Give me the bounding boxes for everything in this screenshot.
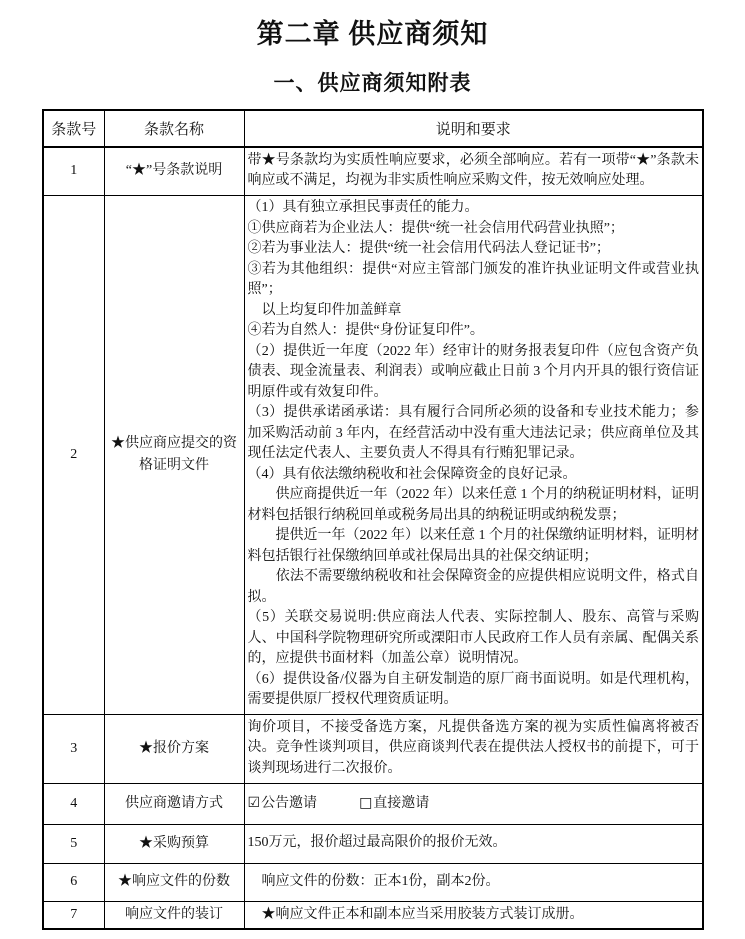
table-row xyxy=(43,783,703,824)
header-clause-name: 条款名称 xyxy=(104,110,244,147)
invitation-option xyxy=(359,796,429,811)
clause-name: “★”号条款说明 xyxy=(104,147,244,195)
clause-name: ★响应文件的份数 xyxy=(104,863,244,901)
clause-name: ★供应商应提交的资格证明文件 xyxy=(104,195,244,714)
clause-description xyxy=(244,824,703,863)
option-label: 直接邀请 xyxy=(373,795,430,811)
description-paragraph: 以上均复印件加盖鲜章 xyxy=(247,302,402,318)
description-paragraph: （3）提供承诺函承诺：具有履行合同所必须的设备和专业技术能力；参加采购活动前 3 年内，在经营活动中没有重大违法记录；供应商单位及其现任法定代表人、主要负责人不得具有行贿犯罪记录。 xyxy=(247,405,699,462)
clause-name: 供应商邀请方式 xyxy=(104,783,244,824)
description-paragraph: （4）具有依法缴纳税收和社会保障资金的良好记录。 xyxy=(247,466,577,482)
clause-number: 2 xyxy=(43,195,104,714)
table-row xyxy=(43,195,703,714)
table-row xyxy=(43,714,703,783)
header-clause-no: 条款号 xyxy=(43,110,104,147)
checkbox-unchecked-icon: □ xyxy=(359,794,373,811)
section-title: 一、供应商须知附表 xyxy=(273,71,472,95)
clause-number: 4 xyxy=(43,783,104,824)
supplier-notice-table xyxy=(42,109,704,930)
description-paragraph: 询价项目，不接受备选方案，凡提供备选方案的视为实质性偏离将被否决。竞争性谈判项目，供应商谈判代表在提供法人授权书的前提下，可于谈判现场进行二次报价。 xyxy=(247,719,699,776)
description-paragraph: （1）具有独立承担民事责任的能力。 xyxy=(247,200,479,216)
header-clause-desc: 说明和要求 xyxy=(244,110,703,147)
clause-number: 3 xyxy=(43,714,104,783)
description-paragraph: 响应文件的份数：正本1份，副本2份。 xyxy=(247,873,500,889)
description-paragraph: （5）关联交易说明:供应商法人代表、实际控制人、股东、高管与采购人、中国科学院物理研究所或溧阳市人民政府工作人员有亲属、配偶关系的，应提供书面材料（加盖公章）说明情况。 xyxy=(247,610,699,667)
description-paragraph: ★响应文件正本和副本应当采用胶装方式装订成册。 xyxy=(247,906,584,922)
clause-description xyxy=(244,714,703,783)
description-paragraph: ③若为其他组织：提供“对应主管部门颁发的准许执业证明文件或营业执照”； xyxy=(247,261,699,298)
table-body xyxy=(43,147,703,929)
description-paragraph: ④若为自然人：提供“身份证复印件”。 xyxy=(247,323,484,339)
option-label: 公告邀请 xyxy=(261,795,318,811)
clause-name: 响应文件的装订 xyxy=(104,901,244,929)
description-paragraph: ②若为事业法人：提供“统一社会信用代码法人登记证书”； xyxy=(247,241,610,257)
table-row xyxy=(43,147,703,195)
clause-name: ★采购预算 xyxy=(104,824,244,863)
checkbox-checked-icon: ☑ xyxy=(247,794,261,811)
table-row xyxy=(43,863,703,901)
description-paragraph: 150万元，报价超过最高限价的报价无效。 xyxy=(247,835,507,851)
clause-number: 5 xyxy=(43,824,104,863)
clause-description xyxy=(244,195,703,714)
clause-number: 6 xyxy=(43,863,104,901)
clause-number: 1 xyxy=(43,147,104,195)
description-paragraph: （2）提供近一年度（2022 年）经审计的财务报表复印件（应包含资产负债表、现金流量表、利润表）或响应截止日前 3 个月内开具的银行资信证明原件或有效复印件。 xyxy=(247,343,699,400)
description-paragraph: 依法不需要缴纳税收和社会保障资金的应提供相应说明文件，格式自拟。 xyxy=(247,569,699,605)
description-paragraph: 供应商提供近一年（2022 年）以来任意 1 个月的纳税证明材料，证明材料包括银行纳税回单或税务局出具的纳税证明或纳税发票； xyxy=(247,487,699,523)
clause-description xyxy=(244,147,703,195)
description-paragraph: （6）提供设备/仪器为自主研发制造的原厂商书面说明。如是代理机构，需要提供原厂授权代理资质证明。 xyxy=(247,671,699,708)
clause-name: ★报价方案 xyxy=(104,714,244,783)
table-row xyxy=(43,824,703,863)
description-paragraph: ①供应商若为企业法人：提供“统一社会信用代码营业执照”； xyxy=(247,220,624,236)
description-paragraph: 带★号条款均为实质性响应要求，必须全部响应。若有一项带“★”条款未响应或不满足，均视为非实质性响应采购文件，按无效响应处理。 xyxy=(247,152,699,189)
chapter-title: 第二章 供应商须知 xyxy=(256,19,489,49)
clause-number: 7 xyxy=(43,901,104,929)
clause-description xyxy=(244,783,703,824)
description-paragraph: 提供近一年（2022 年）以来任意 1 个月的社保缴纳证明材料，证明材料包括银行社保缴纳回单或社保局出具的社保交纳证明； xyxy=(247,528,699,564)
clause-description xyxy=(244,863,703,901)
invitation-option xyxy=(248,796,318,811)
table-row xyxy=(43,901,703,929)
table-header-row xyxy=(43,110,703,147)
clause-description xyxy=(244,901,703,929)
